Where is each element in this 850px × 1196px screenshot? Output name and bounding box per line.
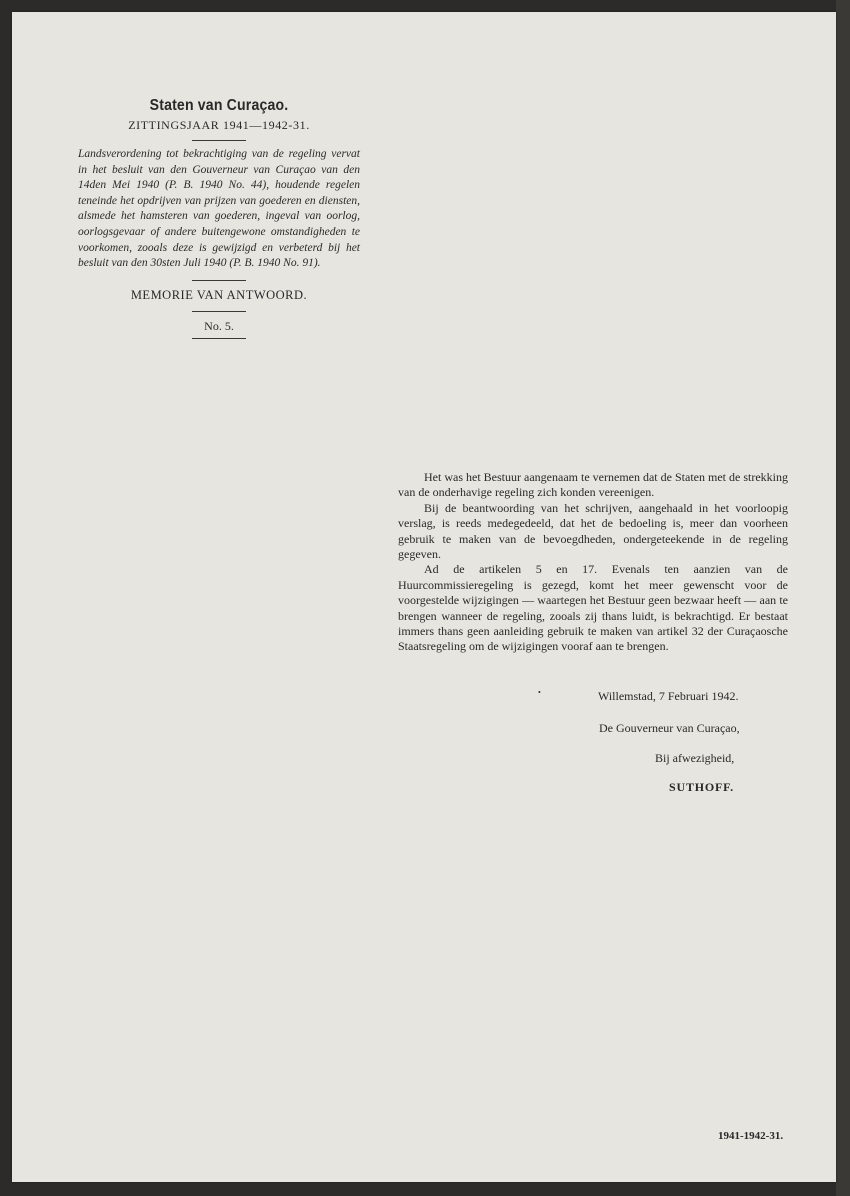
memorie-heading: MEMORIE VAN ANTWOORD. [130, 287, 308, 302]
scan-frame [836, 0, 850, 1196]
page-title: Staten van Curaçao. [149, 97, 289, 114]
document-number: No. 5. [204, 318, 234, 333]
divider [192, 338, 246, 339]
page-code: 1941-1942-31. [718, 1130, 784, 1142]
governor-line: De Gouverneur van Curaçao, [599, 721, 740, 735]
body-paragraph: Bij de beantwoording van het schrijven, aangehaald in het voorloopig verslag, is reeds medegedeeld, dat het de bedoeling is, meer dan voorheen gebruik te maken van de bevoegdheden, ondergeteekende in de regeling gegeven. [398, 500, 788, 562]
divider [192, 140, 246, 141]
body-paragraph: Het was het Bestuur aangenaam te vernemen dat de Staten met de strekking van de onderhavige regeling zich konden vereenigen. [398, 470, 788, 500]
ordinance-text: Landsverordening tot bekrachtiging van de regeling vervat in het besluit van den Gouverneur van Curaçao van den 14den Mei 1940 (P. B. 1940 No. 44), houdende regelen teneinde het opdrijven van prijzen van goederen en diensten, alsmede het hamsteren van goederen, ingeval van oorlog, oorlogsgevaar of andere buitengewone omstandigheden te voorkomen, zooals deze is gewijzigd en verbeterd bij het besluit van den 30sten Juli 1940 (P. B. 1940 No. 91). [78, 148, 360, 270]
document-header [78, 96, 360, 345]
absence-line: Bij afwezigheid, [655, 751, 735, 765]
divider [192, 311, 246, 312]
divider [192, 280, 246, 281]
session-year: ZITTINGSJAAR 1941—1942-31. [128, 118, 310, 132]
signatory-name: SUTHOFF. [669, 780, 734, 794]
ink-dot: • [538, 688, 541, 697]
body-paragraph: Ad de artikelen 5 en 17. Evenals ten aanzien van de Huurcommissieregeling is gezegd, komt het meer gewenscht voor de voorgestelde wijzigingen — waartegen het Bestuur geen bezwaar heeft — aan te brengen wanneer de regeling, zooals zij thans luidt, is bekrachtigd. Er bestaat immers thans geen aanleiding gebruik te maken van artikel 32 der Curaçaosche Staatsregeling om de wijzigingen vooraf aan te brengen. [398, 562, 788, 654]
place-date: Willemstad, 7 Februari 1942. [598, 689, 739, 703]
answer-body [398, 470, 788, 655]
